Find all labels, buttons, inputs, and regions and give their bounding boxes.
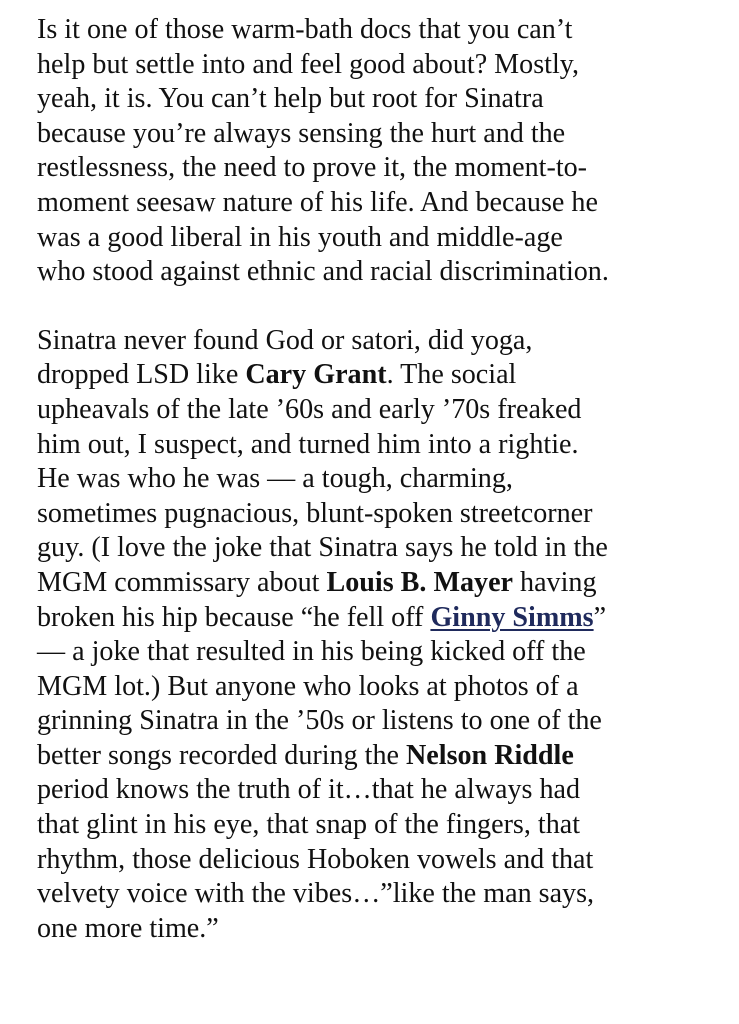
text-line: because you’re always sensing the hurt and the <box>37 117 566 149</box>
text-run: having <box>513 566 597 598</box>
text-line: yeah, it is. You can’t help but root for Sinatra <box>37 83 544 115</box>
text-line: Is it one of those warm-bath docs that you can’t <box>37 14 573 45</box>
text-line <box>37 358 727 393</box>
text-run: ” <box>593 601 607 633</box>
text-line: was a good liberal in his youth and middle-age <box>37 221 563 253</box>
text-run: dropped LSD like <box>37 359 246 391</box>
text-line: moment seesaw nature of his life. And because he <box>37 186 598 218</box>
ginny-simms-link[interactable]: Ginny Simms <box>430 601 594 633</box>
bold-name-cary-grant: Cary Grant <box>245 359 387 391</box>
text-line: rhythm, those delicious Hoboken vowels and that <box>37 843 594 875</box>
text-line: help but settle into and feel good about? Mostly, <box>37 48 579 80</box>
text-line: upheavals of the late ’60s and early ’70s freaked <box>37 393 582 425</box>
paragraph-1 <box>37 13 727 290</box>
text-line: who stood against ethnic and racial discrimination. <box>37 256 609 288</box>
text-line: that glint in his eye, that snap of the fingers, that <box>37 809 581 841</box>
text-line <box>37 566 727 601</box>
text-line: MGM lot.) But anyone who looks at photos of a <box>37 670 579 702</box>
text-line: — a joke that resulted in his being kicked off the <box>37 636 586 668</box>
text-line: one more time.” <box>37 912 219 944</box>
text-line: period knows the truth of it…that he always had <box>37 774 581 806</box>
text-line: restlessness, the need to prove it, the moment-to- <box>37 152 588 184</box>
text-line: him out, I suspect, and turned him into a rightie. <box>37 428 579 460</box>
text-run: MGM commissary about <box>37 566 327 598</box>
text-line <box>37 739 727 774</box>
article-body <box>37 13 727 946</box>
text-run: broken his hip because “he fell off <box>37 601 431 633</box>
text-line: Sinatra never found God or satori, did yoga, <box>37 324 533 356</box>
text-line: velvety voice with the vibes…”like the man says, <box>37 878 595 910</box>
bold-name-nelson-riddle: Nelson Riddle <box>406 739 574 771</box>
text-line: guy. (I love the joke that Sinatra says he told in the <box>37 532 608 564</box>
bold-name-louis-b-mayer: Louis B. Mayer <box>326 566 514 598</box>
text-line <box>37 601 727 636</box>
paragraph-2 <box>37 324 727 947</box>
text-run: better songs recorded during the <box>37 739 407 771</box>
text-line: He was who he was — a tough, charming, <box>37 463 513 495</box>
text-run: . The social <box>386 359 517 391</box>
text-line: grinning Sinatra in the ’50s or listens to one of the <box>37 705 602 737</box>
text-line: sometimes pugnacious, blunt-spoken streetcorner <box>37 497 593 529</box>
